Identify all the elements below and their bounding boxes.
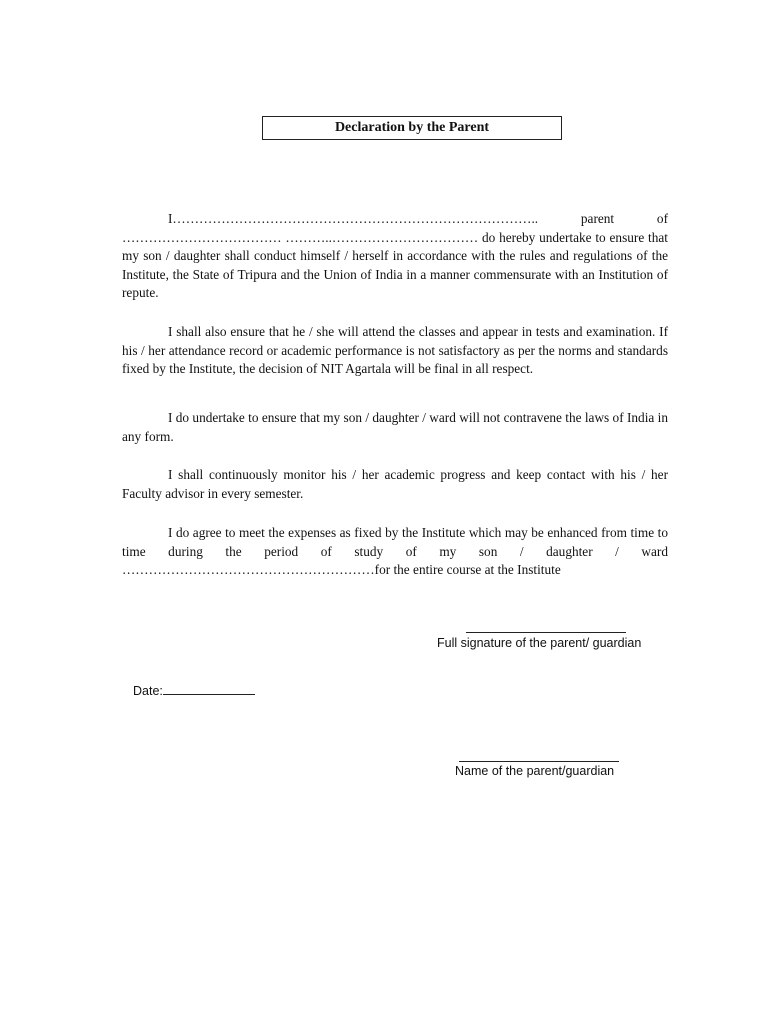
date-line [163, 682, 255, 695]
signature-line [466, 632, 626, 633]
paragraph-attendance: I shall also ensure that he / she will attend the classes and appear in tests and examination. If his / her attendance record or academic performance is not satisfactory as per the norms and standards fixed by the Institute, the decision of NIT Agartala will be final in all respect. [122, 324, 668, 376]
paragraph-laws: I do undertake to ensure that my son / daughter / ward will not contravene the laws of India in any form. [122, 410, 668, 444]
paragraph-monitoring: I shall continuously monitor his / her academic progress and keep contact with his / her Faculty advisor in every semester. [122, 467, 668, 501]
name-label: Name of the parent/guardian [455, 764, 615, 778]
date-field [133, 682, 255, 698]
paragraph-expenses: I do agree to meet the expenses as fixed by the Institute which may be enhanced from time to time during the period of study of my son / daughter / ward …………………………………………………for the entire course at the Institute [122, 525, 668, 577]
signature-label: Full signature of the parent/ guardian [437, 636, 642, 650]
name-line [459, 761, 619, 762]
date-label: Date: [133, 684, 163, 698]
document-title: Declaration by the Parent [262, 116, 562, 140]
paragraph-undertaking: I……………………………………………………………………….. parent of ……………………………… ………..…………………………… do hereby undertake to ensure that my son / daughter shall conduct himself / herself in accordance with the rules and regulations of the Institute, the State of Tripura and the Union of India in a manner commensurate with an Institution of repute. [122, 211, 668, 300]
